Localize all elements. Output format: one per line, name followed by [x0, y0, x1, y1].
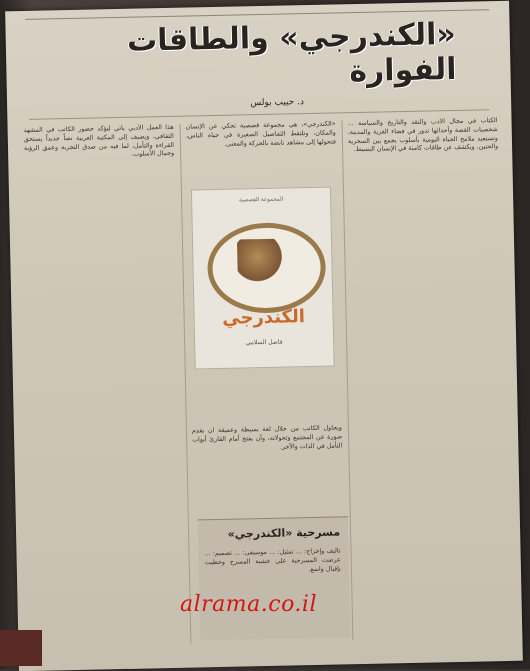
corner-logo — [0, 630, 42, 666]
column-left — [24, 124, 185, 647]
book-cover-title: الكندرجي — [222, 306, 306, 329]
column-right — [347, 117, 508, 640]
sidebar-box-title: مسرحية «الكندرجي» — [227, 525, 341, 541]
book-cover-top-text: المجموعة القصصية — [239, 196, 284, 204]
headline-area — [76, 16, 457, 92]
column-middle-text: «الكندرجي»، هي مجموعة قصصية تحكي عن الإنسان والمكان، وتلتقط التفاصيل الصغيرة في حياة الناس، فتحولها إلى مشاهد نابضة بالحركة والمعنى. — [185, 120, 337, 148]
column-left-text: هذا العمل الأدبي يأتي ليؤكد حضور الكاتب في المشهد الثقافي، ويضيف إلى المكتبة العربية نصاً جديداً يستحق القراءة والتأمل، لما فيه من صدق التجربة وعمق الرؤية وجمال الأسلوب. — [23, 123, 175, 159]
watermark-text: alrama.co.il — [180, 592, 318, 617]
newspaper-page — [5, 1, 523, 671]
byline: د. حبيب بولس — [250, 97, 305, 109]
book-cover-author: فاضل السلامي — [245, 338, 283, 347]
column-right-text: الكتاب في مجال الأدب والنقد والتاريخ والسياسة ... شخصيات القصة وأحداثها تدور في فضاء القرية والمدينة، وتستعيد ملامح الحياة اليومية بأسلوب يجمع بين السخرية والحنين، ويكشف عن طاقات كامنة في الإنسان البسيط. — [347, 117, 499, 154]
column-middle-lower-text: ويحاول الكاتب من خلال لغة بسيطة وعميقة أن يقدم صورة عن المجتمع وتحولاته، وأن يفتح أمام القارئ أبواب التأمل في الذات والآخر. — [191, 424, 343, 451]
book-cover — [191, 187, 335, 370]
book-illustration-icon — [237, 238, 288, 283]
article-title: «الكندرجي» والطاقات الفوارة — [126, 16, 457, 90]
sidebar-box — [198, 516, 351, 640]
sidebar-box-text: تأليف وإخراج: ... تمثيل: ... موسيقى: ... تصميم: ... عرضت المسرحية على خشبة المسرح وحظيت بإقبال واسع. — [204, 547, 341, 573]
